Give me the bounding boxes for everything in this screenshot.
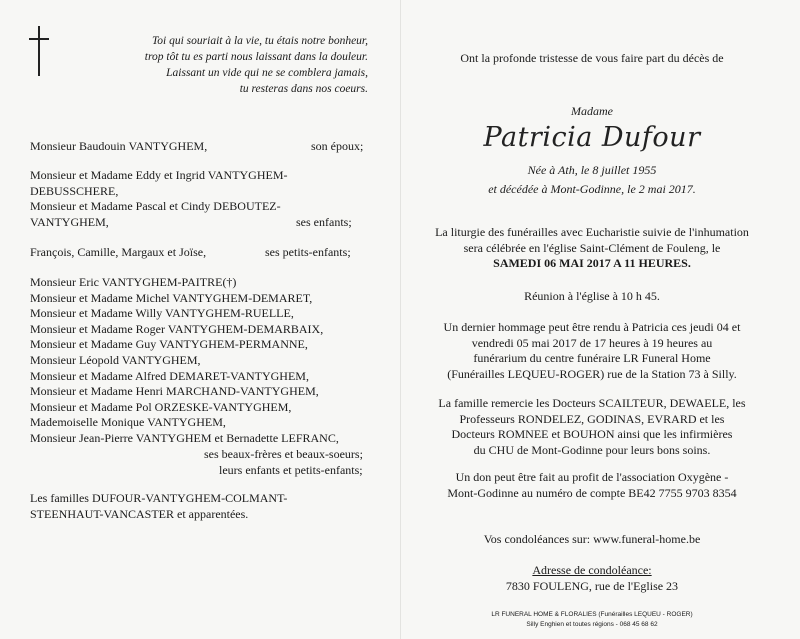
family-line: Monsieur et Madame Henri MARCHAND-VANTYGHEM, [30, 384, 319, 399]
family-line: Monsieur et Madame Pol ORZESKE-VANTYGHEM, [30, 399, 292, 414]
homage-line: (Funérailles LEQUEU-ROGER) rue de la Station 73 à Silly. [447, 366, 737, 381]
in-laws-role: ses beaux-frères et beaux-soeurs; [204, 447, 363, 461]
poem-line: trop tôt tu es parti nous laissant dans la douleur. [144, 51, 368, 63]
family-line: Monsieur et Madame Roger VANTYGHEM-DEMARBAIX, [30, 321, 324, 336]
family-line: Monsieur Jean-Pierre VANTYGHEM et Bernadette LEFRANC, [30, 430, 339, 445]
footer-line: Silly Enghien et toutes régions - 068 45 68 62 [526, 621, 658, 628]
family-line: Monsieur Eric VANTYGHEM-PAITRE(†) [30, 275, 237, 289]
liturgy-line: sera célébrée en l'église Saint-Clément de Fouleng, le [463, 240, 721, 255]
grandchildren-role: ses petits-enfants; [265, 245, 351, 259]
homage-line: funérarium du centre funéraire LR Funeral Home [473, 351, 711, 366]
liturgy-text [402, 225, 782, 272]
condolences-link: Vos condoléances sur: www.funeral-home.be [483, 532, 701, 546]
thanks-line: La famille remercie les Docteurs SCAILTEUR, DEWAELE, les [438, 396, 746, 410]
homage-line: Un dernier hommage peut être rendu à Patricia ces jeudi 04 et [443, 320, 741, 334]
family-line: Monsieur et Madame Guy VANTYGHEM-PERMANNE, [30, 337, 308, 352]
family-line: Monsieur et Madame Willy VANTYGHEM-RUELLE, [30, 306, 294, 321]
children-role: ses enfants; [296, 215, 352, 229]
family-line: VANTYGHEM, [30, 214, 109, 229]
family-line: Les familles DUFOUR-VANTYGHEM-COLMANT- [30, 491, 288, 505]
family-line: Monsieur Léopold VANTYGHEM, [30, 352, 201, 367]
poem-line: tu resteras dans nos coeurs. [239, 83, 368, 95]
thanks-line: Docteurs ROMNEE et BOUHON ainsi que les infirmières [451, 427, 733, 442]
meeting-time: Réunion à l'église à 10 h 45. [524, 289, 660, 303]
family-line: Monsieur et Madame Pascal et Cindy DEBOUTEZ- [30, 199, 281, 214]
family-line: Monsieur et Madame Alfred DEMARET-VANTYGHEM, [30, 368, 309, 383]
family-line: Mademoiselle Monique VANTYGHEM, [30, 415, 226, 430]
memorial-poem [145, 33, 368, 97]
intro-text: Ont la profonde tristesse de vous faire part du décès de [460, 51, 724, 65]
funeral-date: SAMEDI 06 MAI 2017 A 11 HEURES. [493, 256, 691, 271]
footer-line: LR FUNERAL HOME & FLORALIES (Funérailles LEQUEU - ROGER) [491, 611, 693, 618]
family-line: Monsieur et Madame Eddy et Ingrid VANTYGHEM- [30, 168, 288, 182]
thanks-line: Professeurs RONDELEZ, GODINAS, EVRARD et les [459, 411, 725, 426]
condolence-address: 7830 FOULENG, rue de l'Eglise 23 [505, 579, 679, 593]
family-line: Monsieur et Madame Michel VANTYGHEM-DEMARET, [30, 290, 313, 305]
family-line: DEBUSSCHERE, [30, 183, 119, 198]
page-fold [400, 0, 401, 639]
donation-line: Mont-Godinne au numéro de compte BE42 7755 9703 8354 [447, 485, 737, 500]
spouse-name: Monsieur Baudouin VANTYGHEM, [30, 139, 208, 153]
homage-line: vendredi 05 mai 2017 de 17 heures à 19 heures au [471, 335, 713, 350]
funeral-home-footer [402, 610, 782, 630]
grandchildren-names: François, Camille, Margaux et Joïse, [30, 245, 207, 259]
homage-text [402, 320, 782, 382]
deceased-name: Patricia Dufour [483, 122, 701, 153]
siblings-list [30, 275, 339, 447]
thanks-line: du CHU de Mont-Godinne pour leurs bons soins. [473, 442, 711, 457]
spouse-role: son époux; [311, 139, 364, 153]
extended-families [30, 491, 287, 522]
liturgy-line: La liturgie des funérailles avec Eucharistie suivie de l'inhumation [435, 225, 749, 239]
family-line: STEENHAUT-VANCASTER et apparentées. [30, 506, 249, 521]
death-info: et décédée à Mont-Godinne, le 2 mai 2017. [488, 182, 696, 196]
poem-line: Laissant un vide qui ne se comblera jamais, [166, 67, 368, 79]
birth-info: Née à Ath, le 8 juillet 1955 [527, 163, 657, 177]
descendants-role: leurs enfants et petits-enfants; [219, 463, 363, 477]
deceased-title: Madame [571, 104, 613, 118]
thanks-text [402, 396, 782, 458]
donation-line: Un don peut être fait au profit de l'association Oxygène - [455, 470, 729, 484]
address-label: Adresse de condoléance: [532, 563, 652, 577]
poem-line: Toi qui souriait à la vie, tu étais notre bonheur, [151, 35, 368, 47]
children-list [30, 168, 288, 230]
donation-text [402, 470, 782, 501]
